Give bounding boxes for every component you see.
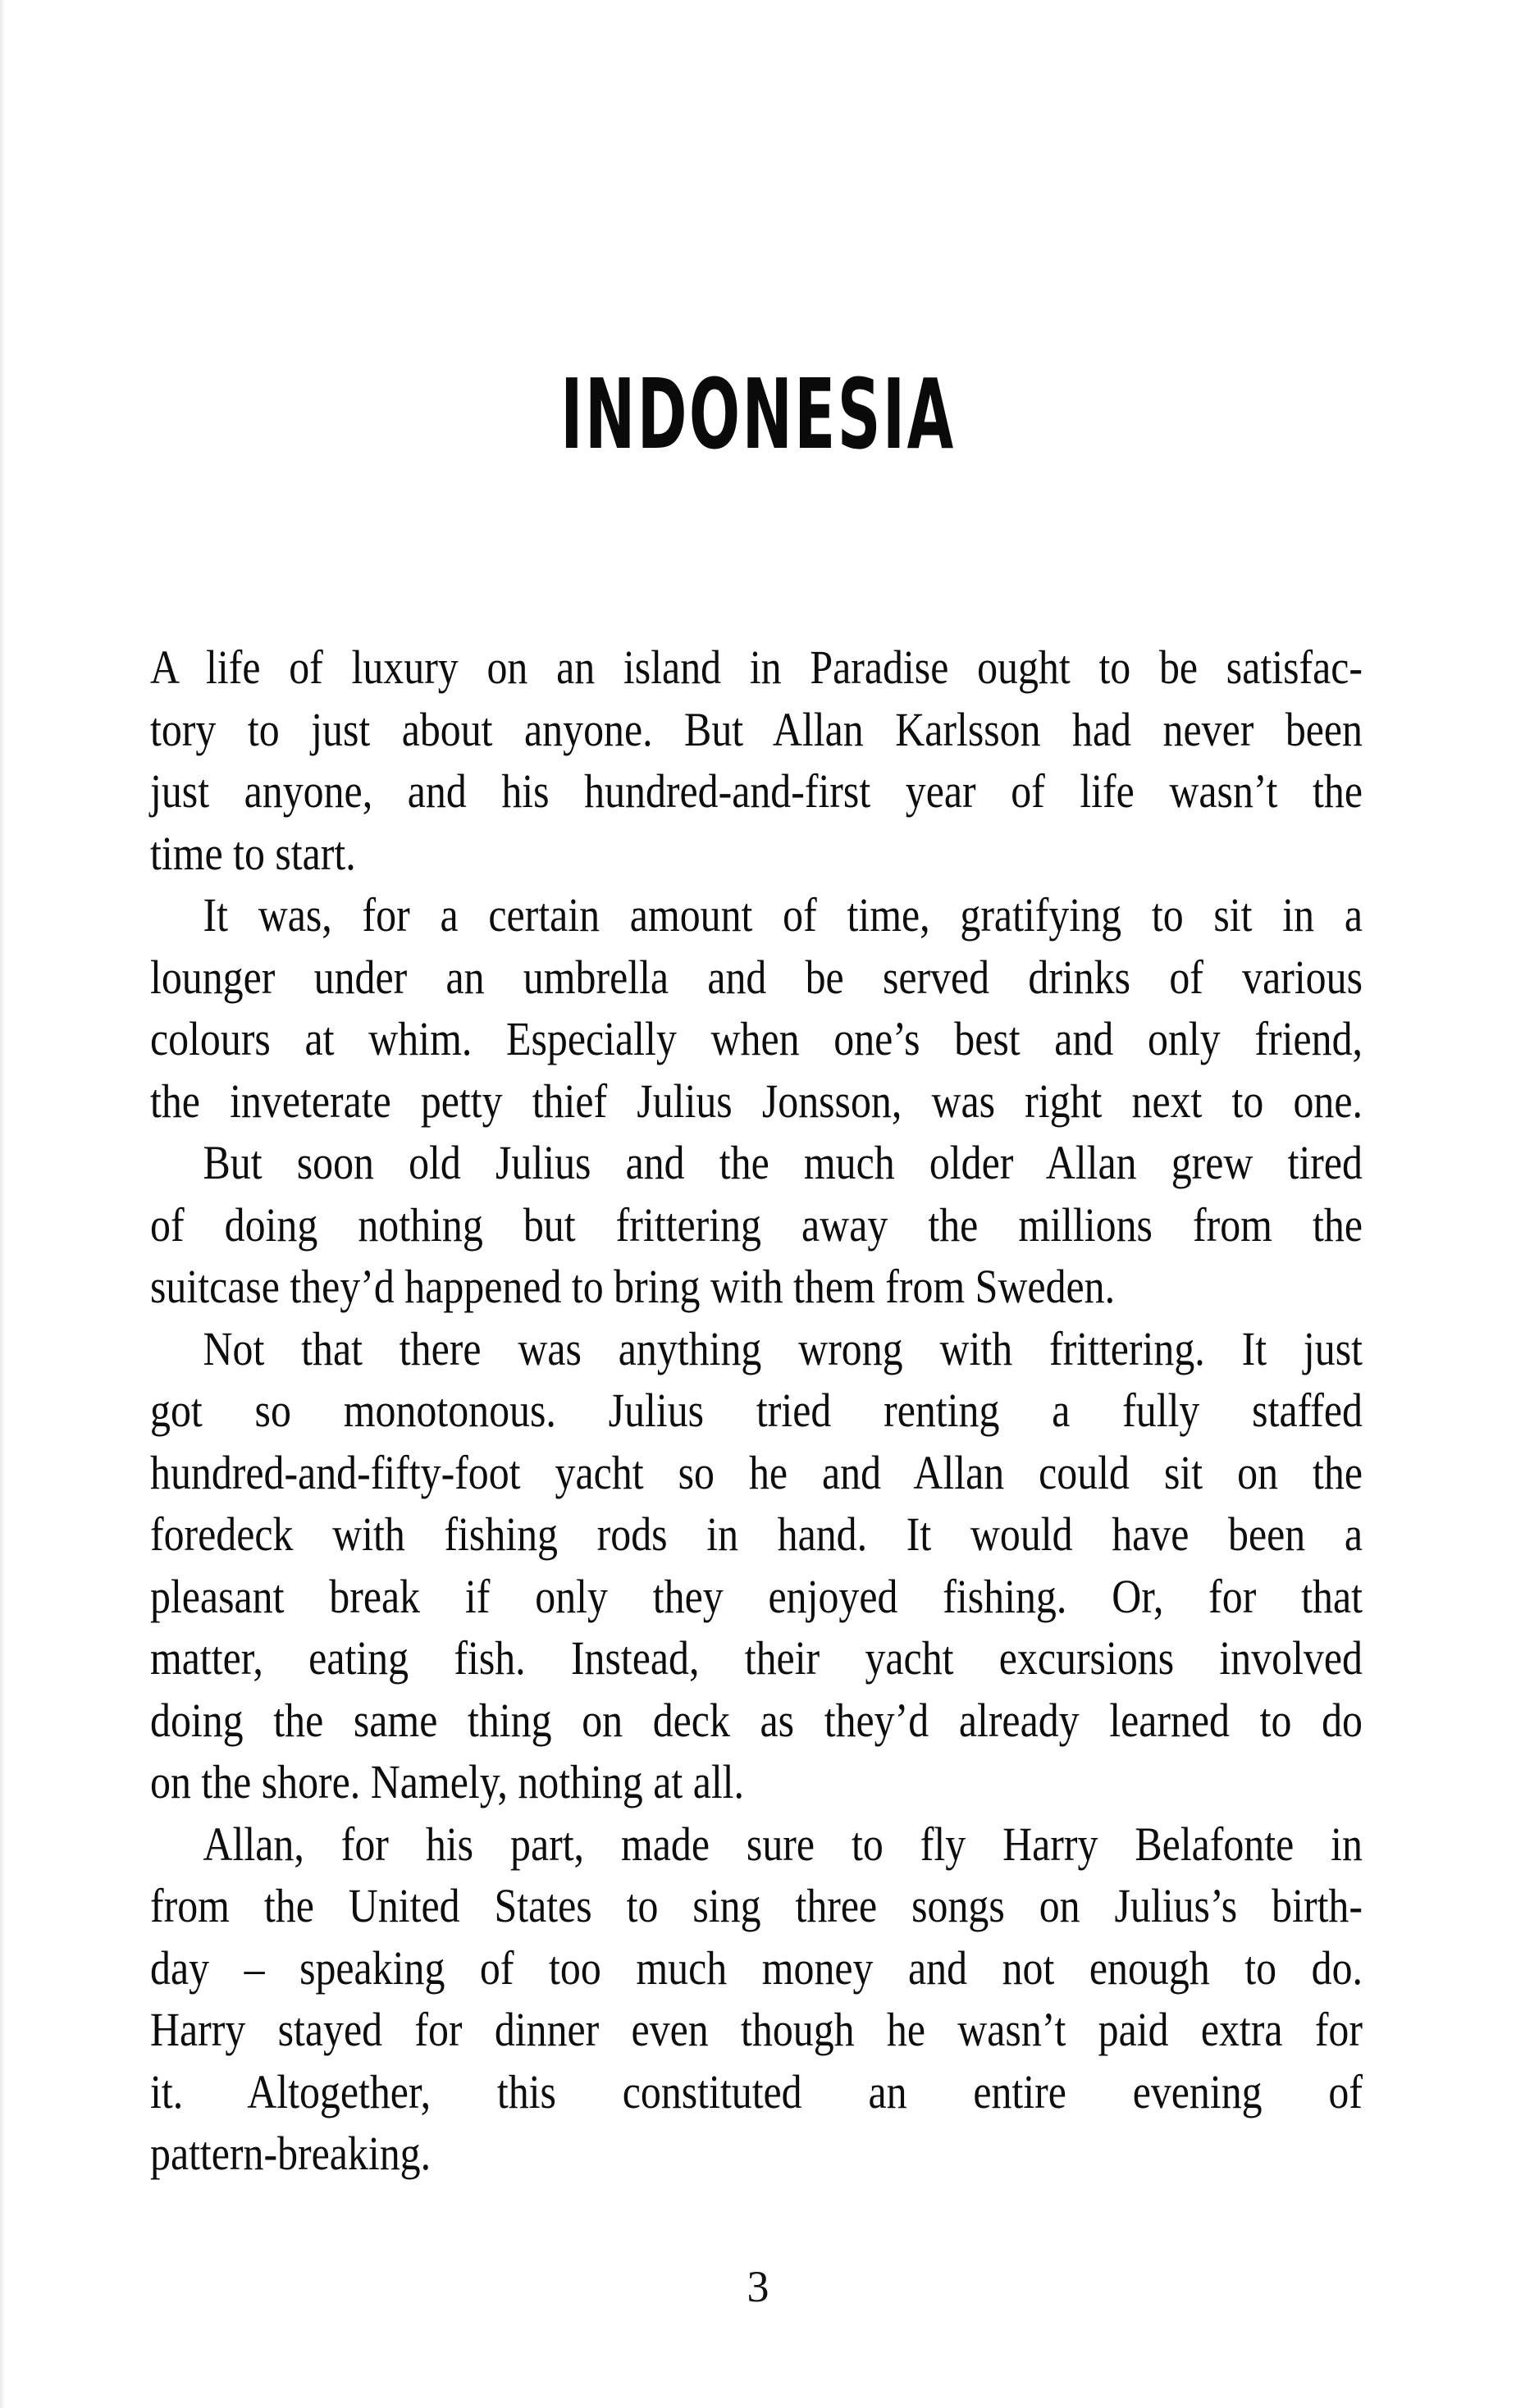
text-line: from the United States to sing three songs on Julius’s birth- [150,1879,1363,1932]
paragraph [150,884,1363,1132]
text-line: suitcase they’d happened to bring with them from Sweden. [150,1260,1116,1313]
page-number: 3 [747,2262,769,2311]
text-line: on the shore. Namely, nothing at all. [150,1755,745,1808]
text-line: pleasant break if only they enjoyed fishing. Or, for that [150,1569,1363,1623]
text-line: day – speaking of too much money and not enough to do. [150,1941,1363,1995]
text-line: It was, for a certain amount of time, gratifying to sit in a [203,888,1363,942]
text-line: tory to just about anyone. But Allan Karlsson had never been [150,702,1363,756]
text-line: colours at whim. Especially when one’s best and only friend, [150,1012,1363,1065]
text-line: pattern-breaking. [150,2127,432,2180]
paragraph [150,1813,1363,2185]
text-line: A life of luxury on an island in Paradise ought to be satisfac- [150,641,1363,694]
text-line: hundred-and-fifty-foot yacht so he and Allan could sit on the [150,1445,1363,1499]
text-line: time to start. [150,826,356,880]
text-line: Harry stayed for dinner even though he wasn’t paid extra for [150,2003,1363,2056]
text-line: But soon old Julius and the much older Allan grew tired [203,1136,1363,1189]
chapter-title: INDONESIA [560,358,956,471]
text-line: foredeck with fishing rods in hand. It would have been a [150,1507,1363,1561]
body-text [150,636,1363,2185]
text-line: Allan, for his part, made sure to fly Harry Belafonte in [203,1817,1363,1871]
text-line: the inveterate petty thief Julius Jonsson, was right next to one. [150,1074,1363,1128]
text-line: lounger under an umbrella and be served drinks of various [150,950,1363,1004]
text-line: got so monotonous. Julius tried renting a fully staffed [150,1384,1363,1437]
text-line: just anyone, and his hundred-and-first year of life wasn’t the [150,764,1363,818]
page-edge-shadow [0,0,5,2408]
text-line: doing the same thing on deck as they’d already learned to do [150,1693,1363,1747]
paragraph [150,1132,1363,1318]
text-line: of doing nothing but frittering away the millions from the [150,1197,1363,1252]
text-line: matter, eating fish. Instead, their yacht excursions involved [150,1631,1363,1685]
paragraph [150,1318,1363,1813]
text-line: it. Altogether, this constituted an entire evening of [150,2064,1363,2118]
text-line: Not that there was anything wrong with frittering. It just [203,1321,1363,1375]
paragraph [150,636,1363,884]
